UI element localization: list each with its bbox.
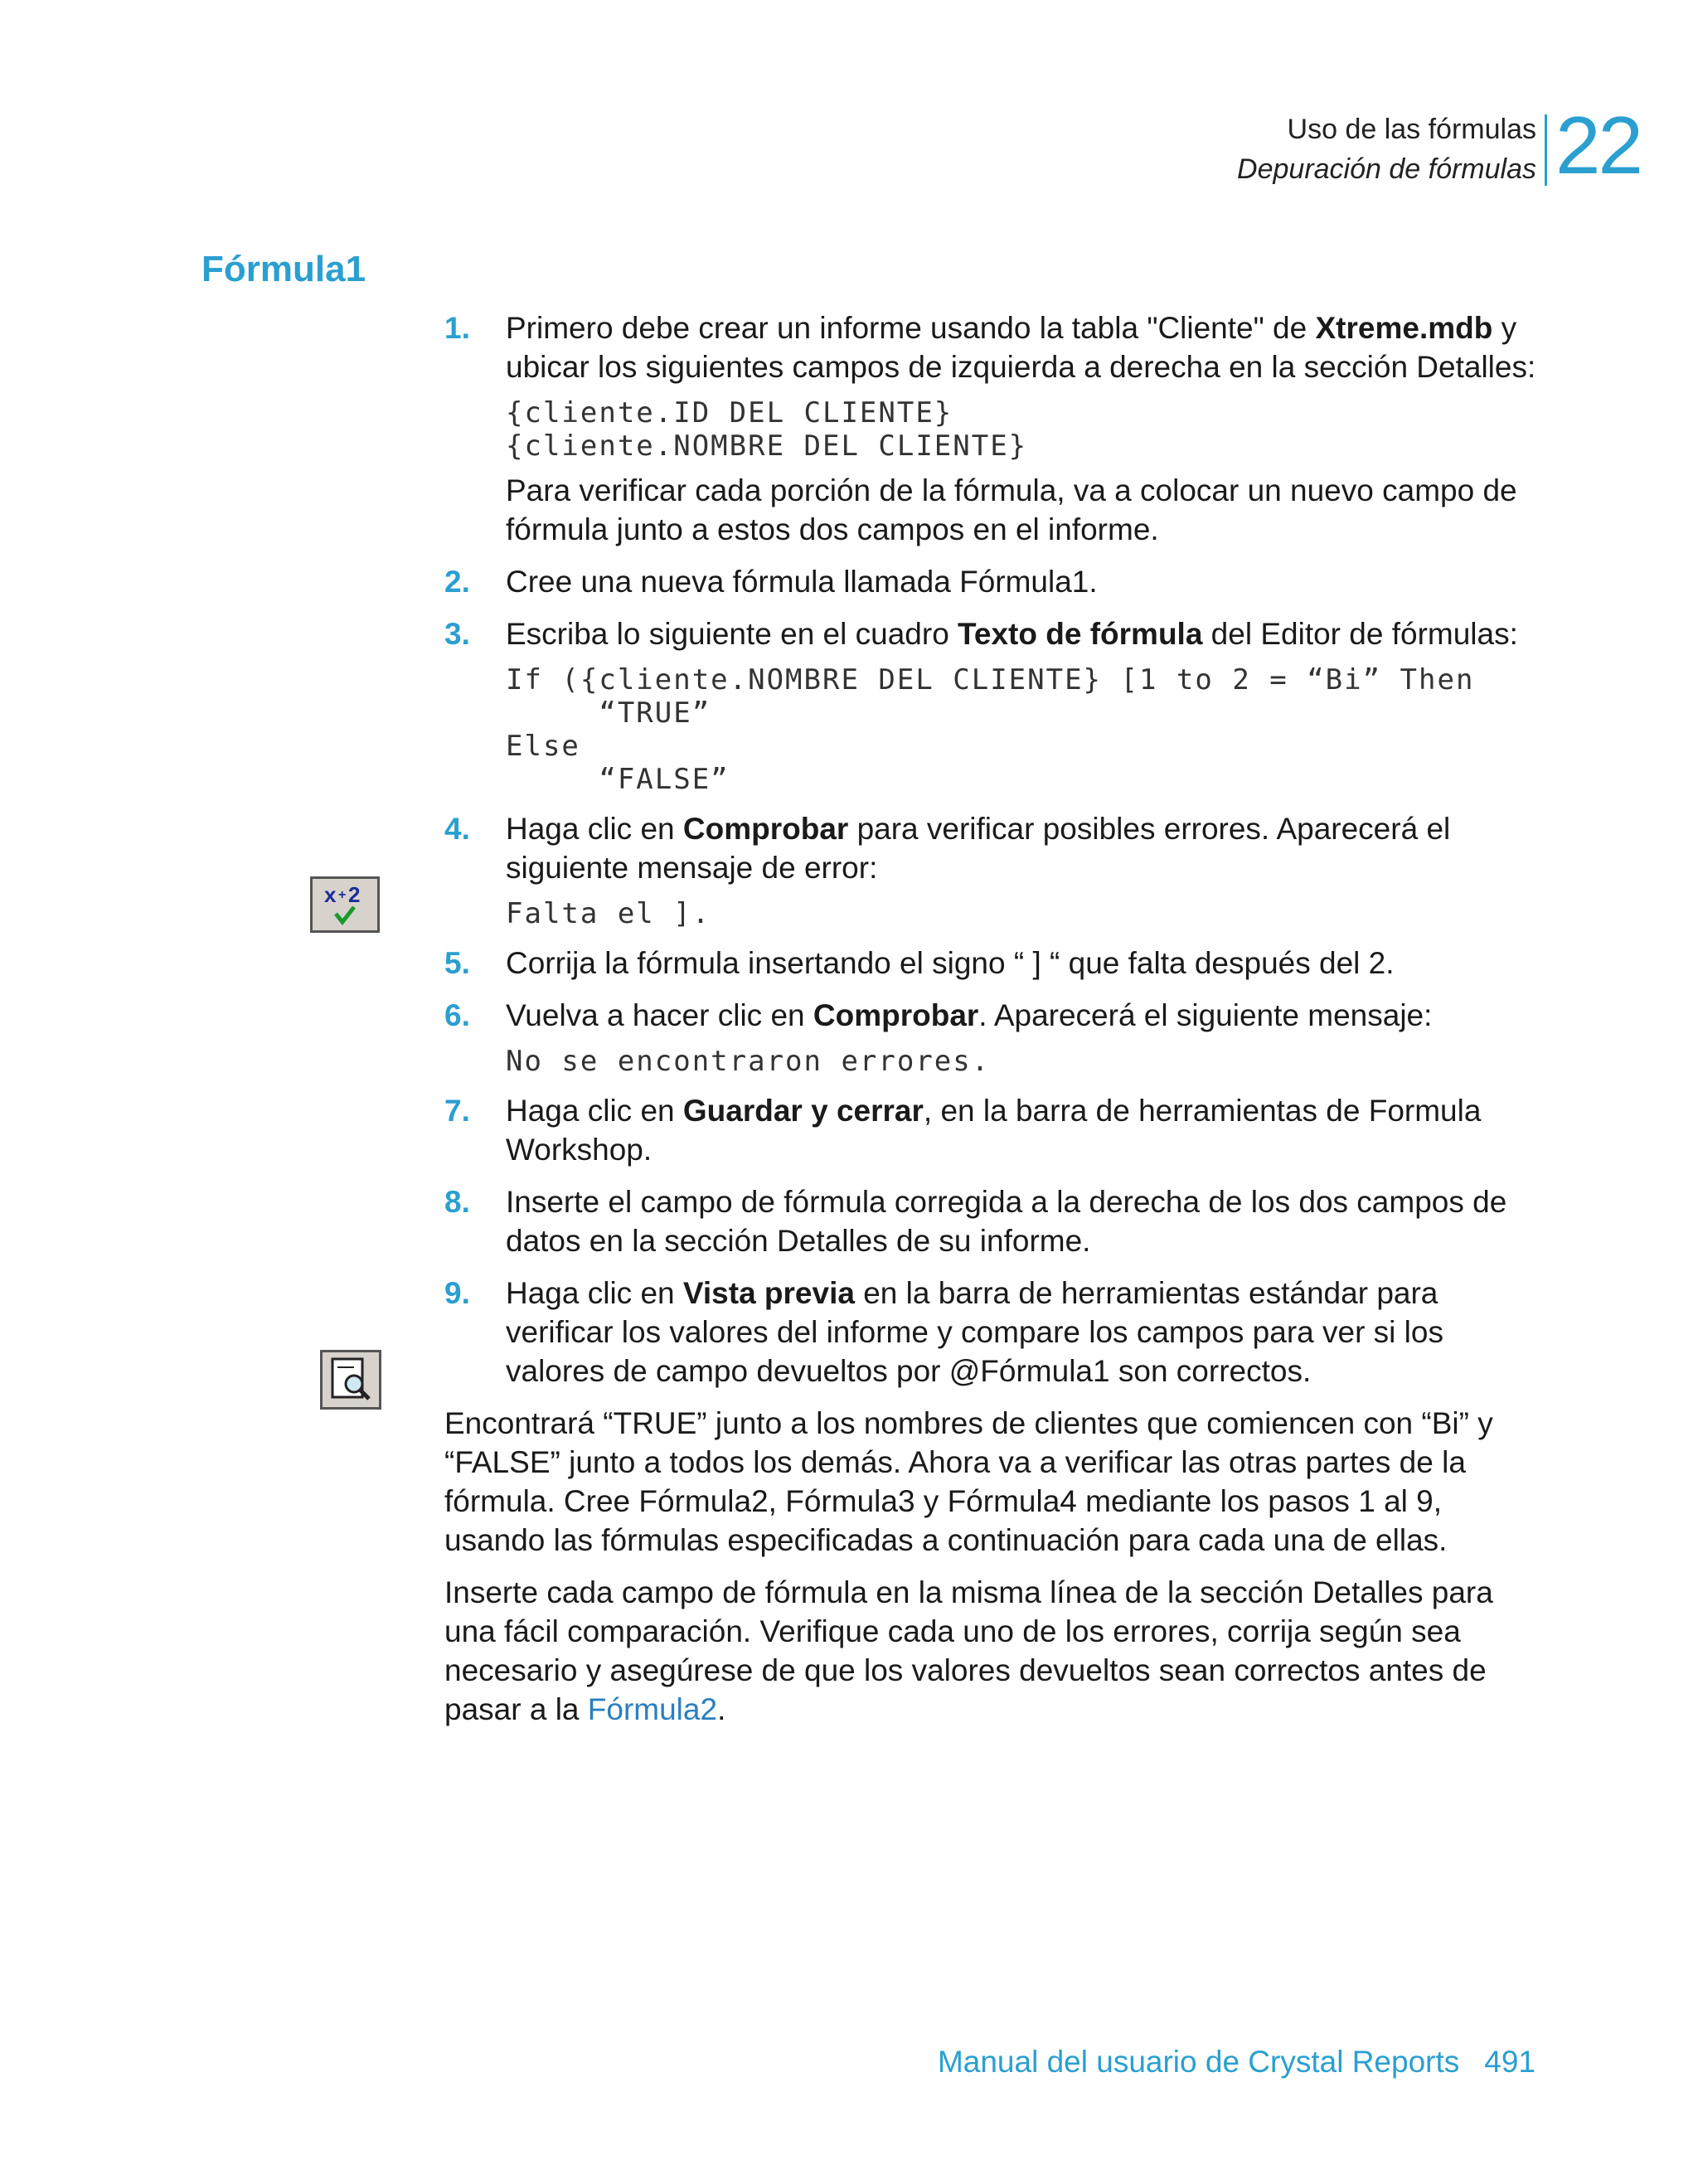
- code-ok: No se encontraron errores.: [506, 1045, 991, 1078]
- step-number: 3.: [444, 617, 470, 651]
- step-bold: Texto de fórmula: [958, 617, 1203, 651]
- step-text: . Aparecerá el siguiente mensaje:: [978, 998, 1433, 1032]
- step-text: Cree una nueva fórmula llamada Fórmula1.: [506, 565, 1098, 599]
- step-text: Inserte el campo de fórmula corregida a la derecha de los dos campos de datos en la sección Detalles de su informe.: [506, 1185, 1507, 1258]
- step-note: Para verificar cada porción de la fórmula, va a colocar un nuevo campo de fórmula junto a estos dos campos en el informe.: [506, 473, 1517, 546]
- page-number: 491: [1484, 2045, 1535, 2079]
- step-bold: Guardar y cerrar: [682, 1094, 924, 1128]
- page-footer: [938, 2045, 1535, 2080]
- step-text: Haga clic en: [506, 1094, 683, 1128]
- code-error: Falta el ].: [506, 897, 711, 930]
- header-subsection: Depuración de fórmulas: [1237, 153, 1536, 185]
- header-text: [1237, 109, 1536, 189]
- step-7: [444, 1091, 1539, 1169]
- check-formula-icon: [310, 876, 380, 933]
- footer-title: Manual del usuario de Crystal Reports: [937, 2045, 1460, 2079]
- code-fields: {cliente.ID DEL CLIENTE} {cliente.NOMBRE DEL CLIENTE}: [506, 396, 1028, 463]
- paragraph-2: [444, 1573, 1539, 1729]
- svg-text:x: x: [324, 882, 337, 907]
- step-text: para verificar posibles errores. Aparecerá el siguiente mensaje de error:: [506, 812, 1451, 885]
- header-divider: [1545, 114, 1547, 186]
- step-text: Escriba lo siguiente en el cuadro: [506, 617, 958, 651]
- chapter-number: 22: [1555, 99, 1642, 191]
- step-bold: Comprobar: [682, 812, 849, 846]
- step-text: , en la barra de herramientas de Formula Workshop.: [506, 1094, 1482, 1167]
- step-text: y ubicar los siguientes campos de izquierda a derecha en la sección Detalles:: [506, 311, 1536, 384]
- step-bold: Vista previa: [682, 1276, 855, 1310]
- step-text: en la barra de herramientas estándar para verificar los valores del informe y compare los campos para ver si los valores de campo devueltos por @Fórmula1 son correctos.: [506, 1276, 1443, 1388]
- svg-text:+: +: [338, 888, 347, 902]
- section-title: Fórmula1: [201, 249, 366, 289]
- step-number: 9.: [444, 1276, 470, 1310]
- step-number: 5.: [444, 946, 470, 980]
- main-content: [444, 308, 1539, 1742]
- step-text: Haga clic en: [506, 812, 683, 846]
- code-formula: If ({cliente.NOMBRE DEL CLIENTE} [1 to 2 = “Bi” Then “TRUE” Else “FALSE”: [506, 663, 1475, 796]
- step-number: 2.: [444, 565, 470, 599]
- step-number: 6.: [444, 998, 470, 1032]
- step-5: [444, 944, 1539, 983]
- step-8: [444, 1182, 1539, 1260]
- step-bold: Xtreme.mdb: [1315, 311, 1493, 345]
- step-2: [444, 562, 1539, 601]
- step-text: del Editor de fórmulas:: [1202, 617, 1518, 651]
- step-3: [444, 614, 1539, 796]
- svg-text:2: 2: [348, 882, 361, 907]
- paragraph-text: .: [717, 1692, 726, 1726]
- step-number: 1.: [444, 311, 470, 345]
- step-bold: Comprobar: [813, 998, 979, 1032]
- step-text: Corrija la fórmula insertando el signo “ ] “ que falta después del 2.: [506, 946, 1395, 980]
- step-1: [444, 308, 1539, 549]
- step-9: [444, 1274, 1539, 1390]
- step-number: 8.: [444, 1185, 470, 1219]
- step-text: Primero debe crear un informe usando la tabla "Cliente" de: [506, 311, 1316, 345]
- step-number: 4.: [444, 812, 470, 846]
- step-text: Haga clic en: [506, 1276, 683, 1310]
- formula2-link[interactable]: Fórmula2: [587, 1692, 718, 1726]
- paragraph-1: Encontrará “TRUE” junto a los nombres de clientes que comiencen con “Bi” y “FALSE” junto a todos los demás. Ahora va a verificar las otras partes de la fórmula. Cree Fórmula2, Fórmula3 y Fórmula4 mediante los pasos 1 al 9, usando las fórmulas especificadas a continuación para cada una de ellas.: [444, 1406, 1493, 1557]
- step-4: [444, 809, 1539, 930]
- step-number: 7.: [444, 1094, 470, 1128]
- header-section: Uso de las fórmulas: [1287, 114, 1536, 145]
- paragraph-text: Inserte cada campo de fórmula en la misma línea de la sección Detalles para una fácil comparación. Verifique cada uno de los errores, corrija según sea necesario y asegúrese de que los valores devueltos sean correctos antes de pasar a la: [444, 1575, 1493, 1726]
- step-text: Vuelva a hacer clic en: [506, 998, 813, 1032]
- print-preview-icon: [320, 1350, 381, 1410]
- step-6: [444, 996, 1539, 1078]
